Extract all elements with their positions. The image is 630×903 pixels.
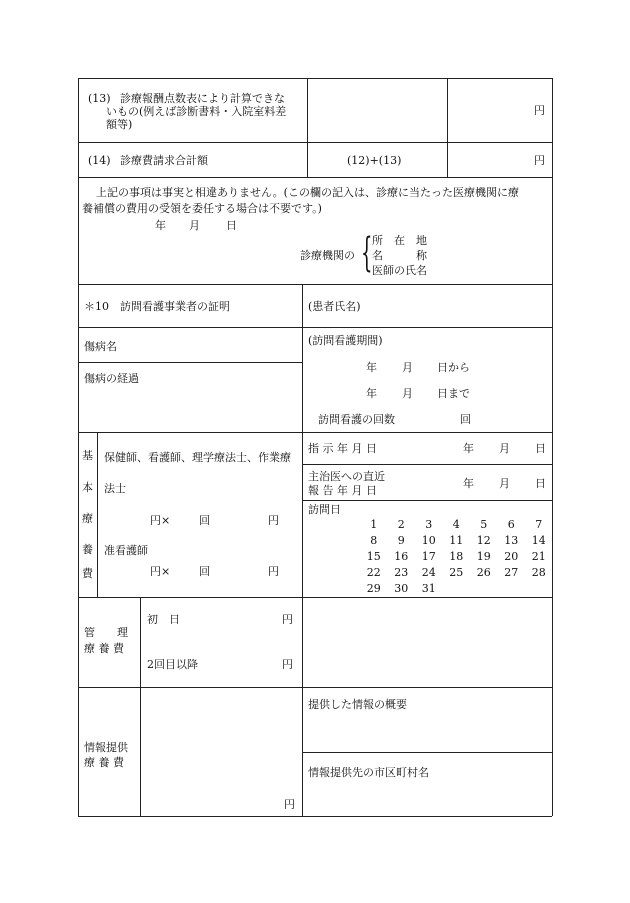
row13-yen: 円: [534, 104, 545, 117]
visit-day: 10: [421, 534, 436, 547]
instruction-month: 月: [499, 442, 510, 455]
basic-side-5: 費: [82, 567, 93, 580]
basic-side-3: 療: [82, 512, 93, 525]
staff-unit-yen: 円×: [150, 514, 171, 527]
visit-day: 24: [421, 566, 436, 579]
visit-day: 7: [535, 518, 543, 531]
period-from-month: 月: [402, 361, 413, 374]
visit-day: 13: [504, 534, 519, 547]
visit-day: 6: [507, 518, 515, 531]
visit-day: 16: [394, 550, 409, 563]
visit-day: 4: [452, 518, 460, 531]
row13-number: (13): [88, 92, 111, 105]
info-municipality-label: 情報提供先の市区町村名: [308, 766, 429, 779]
info-label-line1: 情報提供: [84, 741, 128, 754]
visit-day: 3: [425, 518, 433, 531]
cert-name-label: 名 称: [372, 249, 427, 262]
visit-day: 25: [449, 566, 464, 579]
visit-day: 20: [504, 550, 519, 563]
visit-day: 31: [421, 582, 436, 595]
period-to-year: 年: [366, 387, 377, 400]
cert-doctor-label: 医師の氏名: [372, 264, 427, 277]
visit-count-label: 訪問看護の回数: [318, 413, 395, 426]
row14-formula: (12)+(13): [347, 154, 402, 167]
assoc-total-yen: 円: [268, 565, 279, 578]
row13-label-line2: いもの(例えば診断書料・入院室料差: [106, 105, 287, 118]
visit-day: 2: [397, 518, 405, 531]
cert-year: 年: [155, 219, 166, 232]
period-to-month: 月: [402, 387, 413, 400]
staff-total-yen: 円: [268, 514, 279, 527]
visit-day: 17: [421, 550, 436, 563]
mgmt-label-line2: 療 養 費: [84, 642, 124, 655]
report-day: 日: [535, 477, 546, 490]
info-label-line2: 療 養 費: [84, 756, 124, 769]
cert-statement-line1: 上記の事項は事実と相違ありません。(この欄の記入は、診療に当たった医療機関に療: [96, 186, 519, 199]
visit-day: 28: [531, 566, 546, 579]
visit-day: 11: [449, 534, 464, 547]
assoc-unit-yen: 円×: [150, 565, 171, 578]
visit-days-label: 訪問日: [308, 503, 341, 516]
staff-types-line1: 保健師、看護師、理学療法士、作業療: [104, 451, 291, 464]
cert-month: 月: [189, 219, 200, 232]
assoc-nurse-label: 准看護師: [104, 544, 148, 557]
visit-day: 14: [531, 534, 546, 547]
mgmt-second-yen: 円: [282, 658, 293, 671]
report-date-label-line1: 主治医への直近: [308, 470, 385, 483]
row14-yen: 円: [534, 154, 545, 167]
visit-day: 21: [531, 550, 546, 563]
basic-side-1: 基: [82, 449, 93, 462]
basic-side-4: 養: [82, 543, 93, 556]
patient-name-label: (患者氏名): [308, 300, 361, 313]
visit-day: 18: [449, 550, 464, 563]
info-summary-label: 提供した情報の概要: [308, 698, 407, 711]
row13-label-line3: 額等): [106, 118, 133, 131]
info-yen: 円: [284, 798, 295, 811]
basic-side-2: 本: [82, 481, 93, 494]
period-to-day: 日まで: [437, 387, 470, 400]
visit-day: 19: [476, 550, 491, 563]
disease-name-label: 傷病名: [84, 340, 117, 353]
mgmt-label-line1: 管 理: [84, 626, 128, 639]
visit-day: 22: [366, 566, 381, 579]
row13-label-line1: 診療報酬点数表により計算できな: [120, 92, 285, 105]
instruction-year: 年: [463, 442, 474, 455]
assoc-count-unit: 回: [199, 565, 210, 578]
instruction-day: 日: [535, 442, 546, 455]
visit-day: 23: [394, 566, 409, 579]
staff-types-line2: 法士: [104, 482, 126, 495]
visit-day: 8: [370, 534, 378, 547]
disease-course-label: 傷病の経過: [84, 372, 139, 385]
report-date-label-line2: 報 告 年 月 日: [308, 484, 377, 497]
visit-day: 12: [476, 534, 491, 547]
period-from-year: 年: [366, 361, 377, 374]
report-year: 年: [463, 477, 474, 490]
cert-day: 日: [226, 219, 237, 232]
report-month: 月: [499, 477, 510, 490]
row14-label: 診療費請求合計額: [120, 154, 208, 167]
mgmt-first-day-yen: 円: [282, 613, 293, 626]
cert-address-label: 所 在 地: [372, 234, 427, 247]
mgmt-first-day-label: 初 日: [147, 613, 180, 626]
nursing-section-title: ＊10 訪問看護事業者の証明: [84, 300, 230, 313]
visit-period-label: (訪問看護期間): [308, 334, 383, 347]
visit-count-unit: 回: [460, 413, 471, 426]
visit-day: 1: [370, 518, 378, 531]
visit-day: 27: [504, 566, 519, 579]
cert-institution-label: 診療機関の: [300, 249, 355, 262]
staff-count-unit: 回: [199, 514, 210, 527]
visit-day: 26: [476, 566, 491, 579]
row14-number: (14): [88, 154, 111, 167]
visit-day: 30: [394, 582, 409, 595]
visit-day: 9: [397, 534, 405, 547]
cert-brace: {: [361, 230, 373, 276]
visit-day: 5: [480, 518, 488, 531]
visit-days-grid: [360, 518, 553, 596]
visit-day: 29: [366, 582, 381, 595]
period-from-day: 日から: [437, 361, 470, 374]
instruction-date-label: 指 示 年 月 日: [308, 442, 377, 455]
visit-day: 15: [366, 550, 381, 563]
mgmt-second-label: 2回目以降: [147, 658, 198, 671]
cert-statement-line2: 養補償の費用の受領を委任する場合は不要です。): [82, 202, 322, 215]
